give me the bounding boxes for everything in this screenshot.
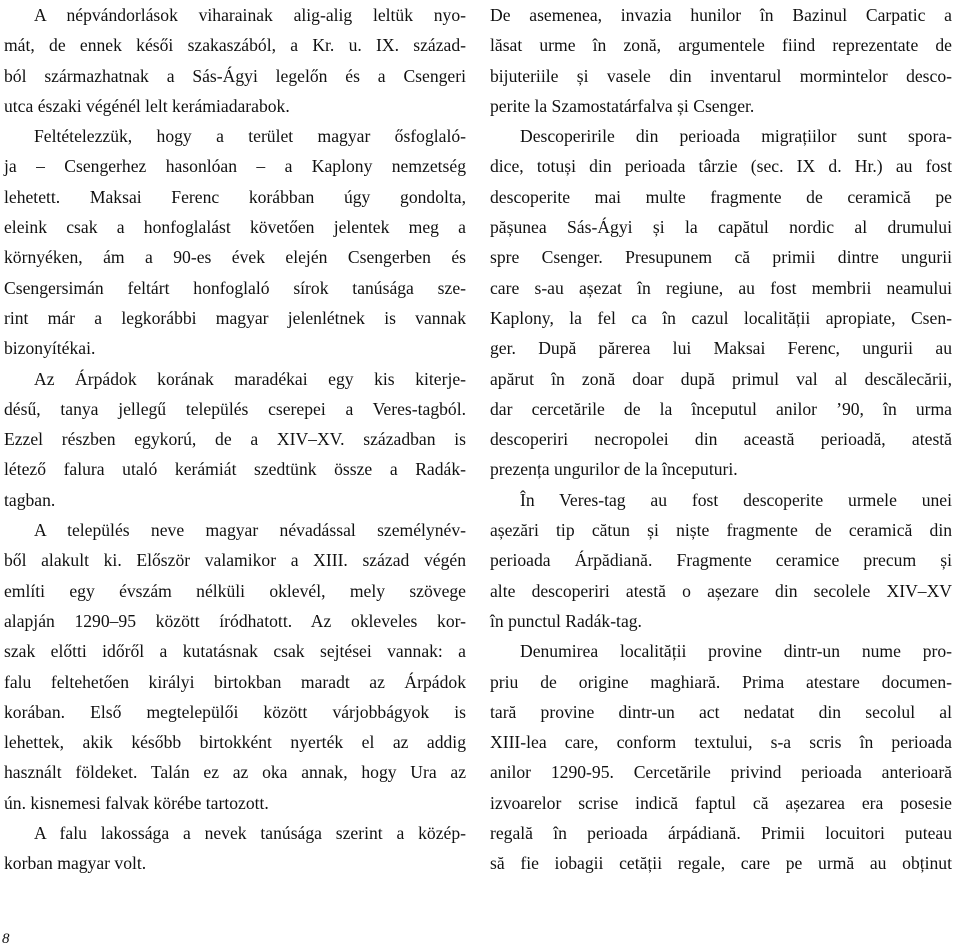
text-line: anilor 1290-95. Cercetările privind perioada anterioară [490,762,952,783]
text-line: említi egy évszám nélküli oklevél, mely szövege [4,580,466,601]
text-line: környéken, ám a 90-es évek elején Csengerben és [4,247,466,268]
page-number: 8 [2,931,10,947]
text-line: dice, totuși din perioada târzie (sec. IX d. Hr.) au fost [490,156,952,177]
text-line: Feltételezzük, hogy a terület magyar ősfoglaló- [34,126,466,147]
text-line: pășunea Sás-Ágyi și la capătul nordic al drumului [490,217,952,238]
romanian-text-column [490,0,952,879]
text-line: korban magyar volt. [4,853,147,874]
text-line: désű, tanya jellegű település cserepei a Veres-tagból. [4,398,466,419]
text-line: regală în perioada árpádiană. Primii locuitori puteau [490,823,952,844]
text-line: használt földeket. Talán ez az oka annak, hogy Ura az [4,762,466,783]
text-line: Csengersimán feltárt honfoglaló sírok tanúsága sze- [4,277,466,298]
text-line: lehetett. Maksai Ferenc korábban úgy gondolta, [4,186,466,207]
text-line: ger. După părerea lui Maksai Ferenc, ungurii au [490,338,952,359]
text-line: XIII-lea care, conform textului, s-a scris în perioada [490,732,952,753]
text-line: să fie iobagii cetății regale, care pe urmă au obținut [490,853,952,874]
text-line: bijuteriile și vasele din inventarul mormintelor desco- [490,65,952,86]
text-line: izvoarelor scrise indică faptul că așezarea era posesie [490,792,952,813]
text-line: tară provine dintr-un act nedatat din secolul al [490,701,952,722]
text-line: Az Árpádok korának maradékai egy kis kiterje- [34,368,466,389]
text-line: A népvándorlások viharainak alig-alig leltük nyo- [34,5,466,25]
text-line: perioada Árpădiană. Fragmente ceramice precum și [490,550,952,571]
text-line: lehettek, akik később birtokként nyerték el az addig [4,732,466,753]
text-line: mát, de ennek késői szakaszából, a Kr. u. IX. század- [4,35,466,56]
text-line: A falu lakossága a nevek tanúsága szerint a közép- [34,823,466,844]
text-line: A település neve magyar névadással személynév- [34,520,466,541]
text-line: szak előtti időről a kutatásnak csak sejtései vannak: a [4,641,466,662]
text-line: korában. Első megtelepülői között várjobbágyok is [4,701,466,722]
text-line: descoperiri necropolei din această perioadă, atestă [490,429,952,450]
text-line: Denumirea localității provine dintr-un nume pro- [520,641,952,662]
text-line: Descoperirile din perioada migrațiilor sunt spora- [520,126,952,147]
text-line: dar cercetările de la începutul anilor ’90, în urma [490,398,952,419]
text-line: ből alakult ki. Először valamikor a XIII. század végén [4,550,466,571]
text-line: alte descoperiri atestă o așezare din secolele XIV–XV [490,580,952,601]
text-line: utca északi végénél lelt kerámiadarabok. [4,95,290,116]
text-line: De asemenea, invazia hunilor în Bazinul Carpatic a [490,5,952,25]
text-line: Ezzel részben egykorú, de a XIV–XV. században is [4,429,466,450]
text-line: așezări tip cătun și niște fragmente de ceramică din [490,520,952,541]
hungarian-text-column [4,0,466,879]
text-line: care s-au așezat în regiune, au fost membrii neamului [490,277,952,298]
text-line: bizonyítékai. [4,338,96,359]
text-line: În Veres-tag au fost descoperite urmele unei [520,489,952,510]
text-line: falu feltehetően királyi birtokban maradt az Árpádok [4,671,466,692]
text-line: ból származhatnak a Sás-Ágyi legelőn és a Csengeri [4,65,466,86]
text-line: eleink csak a honfoglalást követően jelentek meg a [4,217,466,238]
text-line: ún. kisnemesi falvak körébe tartozott. [4,792,269,813]
text-line: rint már a legkorábbi magyar jelenlétnek is vannak [4,307,466,328]
text-line: descoperite mai multe fragmente de ceramică pe [490,186,952,207]
text-line: prezența ungurilor de la începuturi. [490,459,738,480]
text-line: priu de origine maghiară. Prima atestare documen- [490,671,952,692]
text-line: lăsat urme în zonă, argumentele fiind reprezentate de [490,35,952,56]
text-line: ja – Csengerhez hasonlóan – a Kaplony nemzetség [4,156,466,177]
text-line: perite la Szamostatárfalva și Csenger. [490,95,755,116]
text-line: alapján 1290–95 között íródhatott. Az okleveles kor- [4,610,466,631]
text-line: apărut în zonă doar după primul val al descălecării, [490,368,952,389]
text-line: létező falura utaló kerámiát szedtünk össze a Radák- [4,459,466,480]
text-line: Kaplony, la fel ca în cazul localității apropiate, Csen- [490,307,952,328]
text-line: în punctul Radák-tag. [490,610,642,631]
text-line: tagban. [4,489,56,510]
text-line: spre Csenger. Presupunem că primii dintre ungurii [490,247,952,268]
